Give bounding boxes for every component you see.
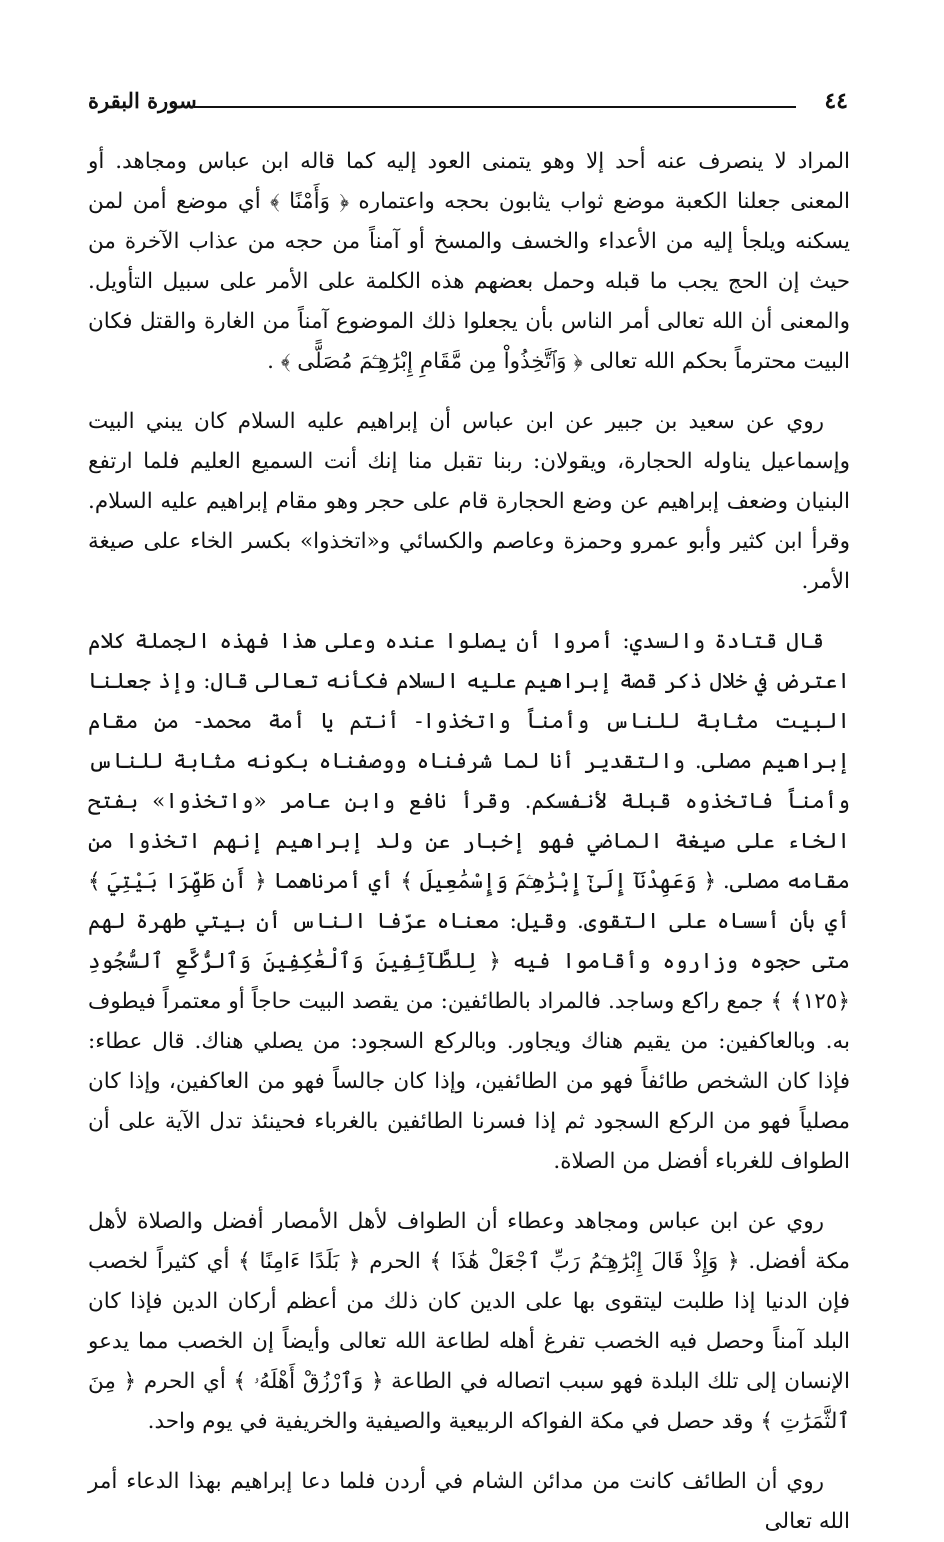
- surah-name: سورة البقرة: [88, 88, 197, 113]
- paragraph-2-text: روي عن سعيد بن جبير عن ابن عباس أن إبراهيم عليه السلام كان يبني البيت وإسماعيل يناوله الحجارة، ويقولان: ربنا تقبل منا إنك أنت السميع العليم فلما ارتفع البنيان وضعف إبراهيم عن وضع الحجارة قام على حجر وهو مقام إبراهيم عليه السلام. وقرأ ابن كثير وأبو عمرو وحمزة وعاصم والكسائي و«اتخذوا» بكسر الخاء على صيغة الأمر.: [88, 409, 850, 594]
- paragraph-4-text: روي عن ابن عباس ومجاهد وعطاء أن الطواف لأهل الأمصار أفضل والصلاة لأهل مكة أفضل. ﴿ وَإِذْ قَالَ إِبْرَٰهِـۧمُ رَبِّ ٱجْعَلْ هَٰذَا ﴾ الحرم ﴿ بَلَدًا ءَامِنًا ﴾ أي كثيراً لخصب فإن الدنيا إذا طلبت ليتقوى بها على الدين كان ذلك من أعظم أركان الدين فإذا كان البلد آمناً وحصل فيه الخصب تفرغ أهله لطاعة الله تعالى وأيضاً إن الخصب مما يدعو الإنسان إلى تلك البلدة فهو سبب اتصاله في الطاعة ﴿ وَٱرْزُقْ أَهْلَهُۥ ﴾ أي الحرم ﴿ مِنَ ٱلثَّمَرَٰتِ ﴾ وقد حصل في مكة الفواكه الربيعية والصيفية والخريفية في يوم واحد.: [88, 1209, 850, 1434]
- paragraph-3-text: قال قتادة والسدي: أمروا أن يصلوا عنده وعلى هذا فهذه الجملة كلام اعترض في خلال ذكر قصة إبراهيم عليه السلام فكأنه تعالى قال: وإذ جعلنا البيت مثابة للناس وأمناً واتخذوا- أنتم يا أمة محمد- من مقام إبراهيم مصلى. والتقدير أنا لما شرفناه ووصفناه بكونه مثابة للناس وأمناً فاتخذوه قبلة لأنفسكم. وقرأ نافع وابن عامر «واتخذوا» بفتح الخاء على صيغة الماضي فهو إخبار عن ولد إبراهيم إنهم اتخذوا من مقامه مصلى. ﴿ وَعَهِدْنَآ إِلَىٰٓ إِبْرَٰهِـۧمَ وَإِسْمَٰعِيلَ ﴾ أي أمرناهما ﴿ أَن طَهِّرَا بَيْتِيَ ﴾ أي بأن أسساه على التقوى. وقيل: معناه عرّفا الناس أن بيتي طهرة لهم متى حجوه وزاروه وأقاموا فيه ﴿ لِلطَّآئِفِينَ وَٱلْعَٰكِفِينَ وَٱلرُّكَّعِ ٱلسُّجُودِ ﴿١٢٥﴾ ﴾ جمع راكع وساجد. فالمراد بالطائفين: من يقصد البيت حاجاً أو معتمراً فيطوف به. وبالعاكفين: من يقيم هناك ويجاور. وبالركع السجود: من يصلي هناك. قال عطاء: فإذا كان الشخص طائفاً فهو من الطائفين، وإذا كان جالساً فهو من العاكفين، وإذا كان مصلياً فهو من الركع السجود ثم إذا فسرنا الطائفين بالغرباء فحينئذ تدل الآية على أن الطواف للغرباء أفضل من الصلاة.: [88, 629, 850, 1174]
- paragraph-2: [88, 402, 850, 602]
- page-number: ٤٤: [824, 88, 848, 114]
- page-header: [88, 86, 848, 120]
- paragraph-4: [88, 1202, 850, 1442]
- body-text: [88, 142, 850, 1542]
- paragraph-1-text: المراد لا ينصرف عنه أحد إلا وهو يتمنى العود إليه كما قاله ابن عباس ومجاهد. أو المعنى جعلنا الكعبة موضع ثواب يثابون بحجه واعتماره ﴿ وَأَمْنًا ﴾ أي موضع أمن لمن يسكنه ويلجأ إليه من الأعداء والخسف والمسخ أو آمناً من حجه من عذاب الآخرة من حيث إن الحج يجب ما قبله وحمل بعضهم هذه الكلمة على الأمر على سبيل التأويل. والمعنى أن الله تعالى أمر الناس بأن يجعلوا ذلك الموضوع آمناً من الغارة والقتل فكان البيت محترماً بحكم الله تعالى ﴿ وَٱتَّخِذُواْ مِن مَّقَامِ إِبْرَٰهِـۧمَ مُصَلًّى ﴾ .: [88, 149, 850, 374]
- paragraph-5: [88, 1462, 850, 1542]
- paragraph-1: [88, 142, 850, 382]
- paragraph-5-text: روي أن الطائف كانت من مدائن الشام في أردن فلما دعا إبراهيم بهذا الدعاء أمر الله تعالى: [88, 1469, 850, 1534]
- header-rule: [194, 106, 796, 108]
- paragraph-3: [88, 622, 850, 1182]
